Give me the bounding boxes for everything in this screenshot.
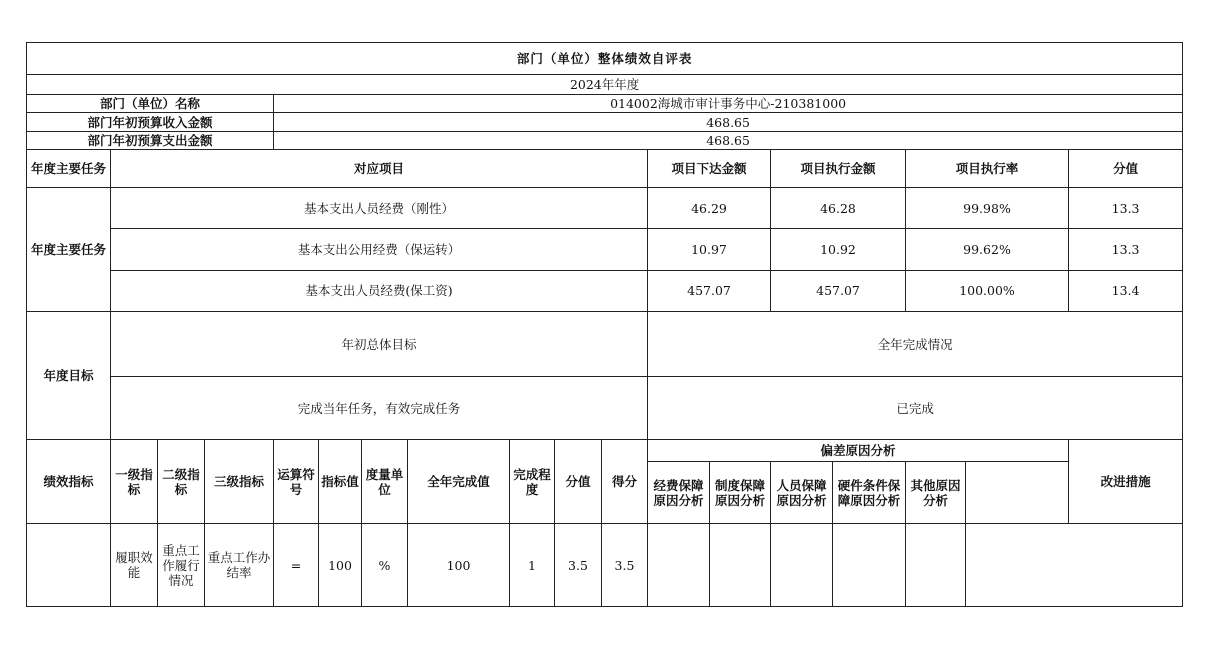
info-value: 468.65 [274, 131, 1183, 149]
ind-score-value-header: 分值 [555, 439, 602, 524]
task-score-value: 13.3 [1069, 229, 1183, 270]
info-row [27, 131, 1183, 149]
year-label: 2024年年度 [27, 75, 1183, 95]
ind-unit: % [362, 524, 408, 607]
task-allocated: 457.07 [648, 270, 771, 311]
goal-value-row [27, 377, 1183, 439]
task-rate: 100.00% [906, 270, 1069, 311]
info-label: 部门年初预算收入金额 [27, 113, 274, 131]
ind-score-header: 得分 [602, 439, 648, 524]
ind-level1: 履职效能 [111, 524, 158, 607]
ind-dev-other [906, 524, 966, 607]
score-value-header: 分值 [1069, 149, 1183, 187]
ind-completed: 100 [408, 524, 510, 607]
task-group-label: 年度主要任务 [27, 188, 111, 312]
target-header: 指标值 [319, 439, 362, 524]
self-evaluation-sheet [26, 42, 1182, 607]
task-executed: 46.28 [771, 188, 906, 229]
info-row [27, 95, 1183, 113]
indicator-row [27, 524, 1183, 607]
task-rate: 99.98% [906, 188, 1069, 229]
ind-degree: 1 [510, 524, 555, 607]
executed-header: 项目执行金额 [771, 149, 906, 187]
goals-label: 年度目标 [27, 311, 111, 439]
deviation-header: 偏差原因分析 [648, 439, 1069, 461]
info-label: 部门（单位）名称 [27, 95, 274, 113]
degree-header: 完成程度 [510, 439, 555, 524]
indicator-header-row [27, 439, 1183, 461]
task-executed: 10.92 [771, 229, 906, 270]
task-project: 基本支出人员经费（刚性） [111, 188, 648, 229]
info-value: 468.65 [274, 113, 1183, 131]
task-executed: 457.07 [771, 270, 906, 311]
goal-col1-header: 年初总体目标 [111, 311, 648, 376]
ind-target: 100 [319, 524, 362, 607]
goal-col2-header: 全年完成情况 [648, 311, 1183, 376]
dev-system-header: 制度保障原因分析 [710, 461, 771, 523]
page-title: 部门（单位）整体绩效自评表 [27, 43, 1183, 75]
dev-funding-header: 经费保障原因分析 [648, 461, 710, 523]
ind-dev-funding [648, 524, 710, 607]
goal-col2-value: 已完成 [648, 377, 1183, 439]
rate-header: 项目执行率 [906, 149, 1069, 187]
dev-hardware-header: 硬件条件保障原因分析 [833, 461, 906, 523]
project-header: 对应项目 [111, 149, 648, 187]
ind-level2: 重点工作履行情况 [158, 524, 205, 607]
deviation-spacer [966, 461, 1069, 523]
indicator-header: 绩效指标 [27, 439, 111, 524]
ind-dev-staff [771, 524, 833, 607]
level3-header: 三级指标 [205, 439, 274, 524]
unit-header: 度量单位 [362, 439, 408, 524]
task-project: 基本支出人员经费(保工资) [111, 270, 648, 311]
goal-header-row [27, 311, 1183, 376]
level1-header: 一级指标 [111, 439, 158, 524]
allocated-header: 项目下达金额 [648, 149, 771, 187]
task-allocated: 46.29 [648, 188, 771, 229]
task-row [27, 188, 1183, 229]
task-rate: 99.62% [906, 229, 1069, 270]
ind-operator: = [274, 524, 319, 607]
task-project: 基本支出公用经费（保运转） [111, 229, 648, 270]
year-row [27, 75, 1183, 95]
ind-score: 3.5 [602, 524, 648, 607]
dev-other-header: 其他原因分析 [906, 461, 966, 523]
level2-header: 二级指标 [158, 439, 205, 524]
ind-dev-system [710, 524, 771, 607]
ind-level3: 重点工作办结率 [205, 524, 274, 607]
task-row [27, 229, 1183, 270]
operator-header: 运算符号 [274, 439, 319, 524]
improvement-header: 改进措施 [1069, 439, 1183, 524]
title-row [27, 43, 1183, 75]
indicator-group-cell [27, 524, 111, 607]
task-score-value: 13.3 [1069, 188, 1183, 229]
dev-staff-header: 人员保障原因分析 [771, 461, 833, 523]
task-header-row [27, 149, 1183, 187]
info-row [27, 113, 1183, 131]
task-row [27, 270, 1183, 311]
ind-improvement [966, 524, 1183, 607]
task-score-value: 13.4 [1069, 270, 1183, 311]
goal-col1-value: 完成当年任务，有效完成任务 [111, 377, 648, 439]
info-value: 014002海城市审计事务中心-210381000 [274, 95, 1183, 113]
ind-dev-hardware [833, 524, 906, 607]
completed-header: 全年完成值 [408, 439, 510, 524]
ind-score-value: 3.5 [555, 524, 602, 607]
info-label: 部门年初预算支出金额 [27, 131, 274, 149]
task-header: 年度主要任务 [27, 149, 111, 187]
task-allocated: 10.97 [648, 229, 771, 270]
evaluation-table [26, 42, 1183, 607]
